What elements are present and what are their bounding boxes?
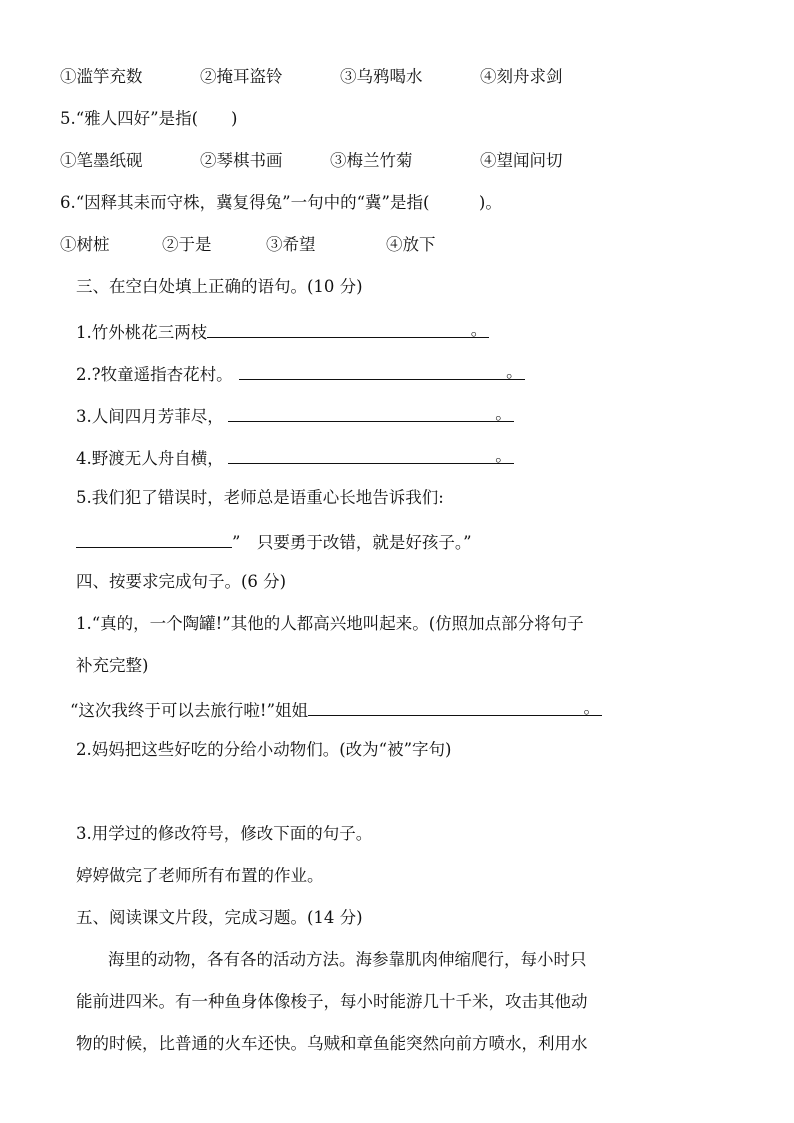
answer-blank-6[interactable] xyxy=(308,697,602,716)
q4-option-2: ②掩耳盗铃 xyxy=(200,67,283,86)
section4-title: 四、按要求完成句子。(6 分) xyxy=(76,572,287,591)
q5-option-4: ④望闻问切 xyxy=(480,151,563,170)
answer-blank-3[interactable] xyxy=(228,403,514,422)
section3-item-2 xyxy=(76,361,525,386)
section3-item-3-prefix: 3.人间四月芳菲尽， xyxy=(76,407,224,426)
blank-2-period: 。 xyxy=(506,362,523,381)
q5-option-1: ①笔墨纸砚 xyxy=(60,151,143,170)
section4-q3-sentence: 婷婷做完了老师所有布置的作业。 xyxy=(76,866,324,885)
q4-option-1: ①滥竽充数 xyxy=(60,67,143,86)
q5-option-2: ②琴棋书画 xyxy=(200,151,283,170)
blank-3-period: 。 xyxy=(495,404,512,423)
section4-q1-line3-prefix: “这次我终于可以去旅行啦!”姐姐 xyxy=(70,701,309,720)
q6-option-1: ①树桩 xyxy=(60,235,110,254)
section4-q1-line3 xyxy=(70,697,602,722)
section3-title: 三、在空白处填上正确的语句。(10 分) xyxy=(76,277,363,296)
section3-item-4 xyxy=(76,445,514,470)
section5-para-line-1: 海里的动物，各有各的活动方法。海参靠肌肉伸缩爬行，每小时只 xyxy=(108,950,587,969)
section3-item-3 xyxy=(76,403,514,428)
section3-item-5-suffix: ” 只要勇于改错，就是好孩子。” xyxy=(232,533,472,552)
answer-blank-5[interactable] xyxy=(76,529,232,548)
section5-para-line-2: 能前进四米。有一种鱼身体像梭子，每小时能游几十千米，攻击其他动 xyxy=(76,992,588,1011)
section3-item-5-line2 xyxy=(76,529,472,554)
section3-item-5-line1: 5.我们犯了错误时，老师总是语重心长地告诉我们: xyxy=(76,488,444,507)
q5-option-3: ③梅兰竹菊 xyxy=(330,151,413,170)
answer-blank-2[interactable] xyxy=(239,361,525,380)
q6-option-2: ②于是 xyxy=(162,235,212,254)
q4-option-3: ③乌鸦喝水 xyxy=(340,67,423,86)
section4-q1-line2: 补充完整) xyxy=(76,656,149,675)
q5-stem: 5.“雅人四好”是指( ) xyxy=(60,109,238,128)
q6-stem: 6.“因释其耒而守株，冀复得兔”一句中的“冀”是指( )。 xyxy=(60,193,502,212)
section4-q3: 3.用学过的修改符号，修改下面的句子。 xyxy=(76,824,373,843)
section5-para-line-3: 物的时候，比普通的火车还快。乌贼和章鱼能突然向前方喷水，利用水 xyxy=(76,1034,588,1053)
blank-4-period: 。 xyxy=(495,446,512,465)
q6-option-4: ④放下 xyxy=(386,235,436,254)
section3-item-2-prefix: 2.?牧童遥指杏花村。 xyxy=(76,365,233,384)
section5-title: 五、阅读课文片段，完成习题。(14 分) xyxy=(76,908,363,927)
section4-q1-line1: 1.“真的，一个陶罐!”其他的人都高兴地叫起来。(仿照加点部分将句子 xyxy=(76,614,584,633)
blank-1-period: 。 xyxy=(470,320,488,339)
section3-item-1-prefix: 1.竹外桃花三两枝 xyxy=(76,323,208,342)
section3-item-4-prefix: 4.野渡无人舟自横， xyxy=(76,449,224,468)
q6-option-3: ③希望 xyxy=(266,235,316,254)
q4-option-4: ④刻舟求剑 xyxy=(480,67,563,86)
answer-blank-1[interactable] xyxy=(207,319,489,338)
answer-blank-4[interactable] xyxy=(228,445,514,464)
section4-q2: 2.妈妈把这些好吃的分给小动物们。(改为“被”字句) xyxy=(76,740,452,759)
blank-6-period: 。 xyxy=(583,698,601,717)
section3-item-1 xyxy=(76,319,489,344)
